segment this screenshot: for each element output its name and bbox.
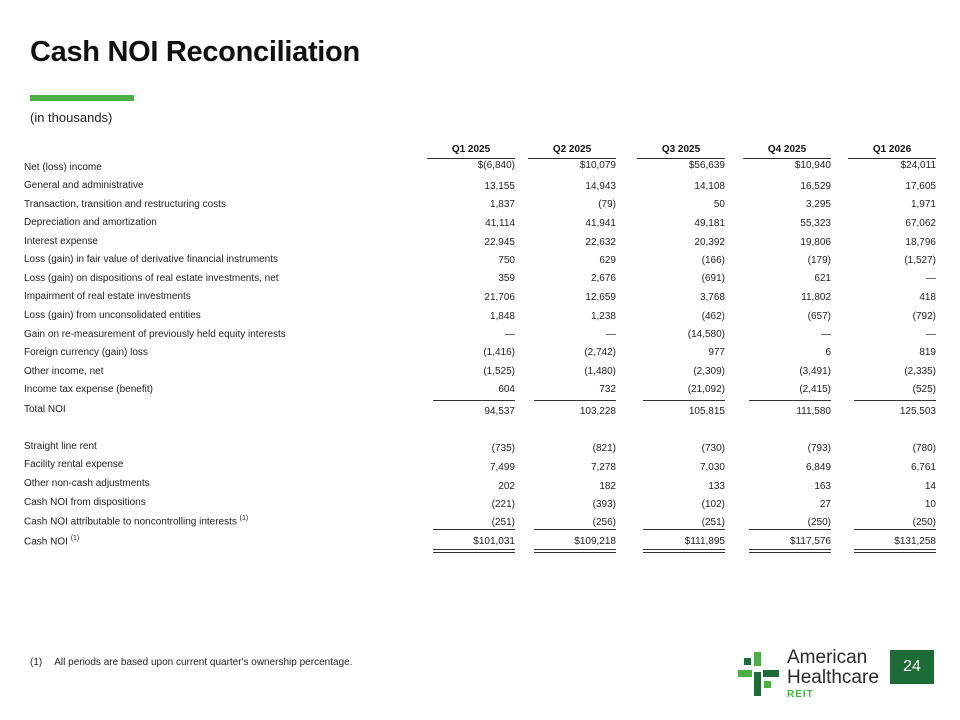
table-cell: 2,676: [590, 273, 616, 284]
row-label: [24, 366, 103, 377]
row-label: [24, 180, 144, 191]
row-label-text: Net (loss) income: [24, 162, 102, 173]
table-cell: $111,895: [684, 536, 725, 547]
table-cell: 819: [919, 347, 936, 358]
table-cell: 17,605: [905, 181, 936, 192]
table-cell: 629: [599, 255, 616, 266]
row-label-text: Gain on re-measurement of previously held equity interests: [24, 329, 286, 340]
table-cell: (102): [701, 499, 725, 510]
row-label: [24, 217, 157, 228]
row-label-text: Other non-cash adjustments: [24, 478, 150, 489]
logo-line-2: Healthcare: [787, 667, 879, 688]
table-cell: 163: [814, 481, 831, 492]
table-cell: —: [505, 329, 515, 340]
table-cell: $10,079: [579, 160, 616, 171]
table-cell: —: [926, 273, 936, 284]
table-cell: (256): [592, 517, 616, 528]
logo-line-1: American: [787, 647, 868, 668]
table-cell: (2,742): [584, 347, 616, 358]
table-cell: (525): [912, 384, 936, 395]
table-cell: 621: [814, 273, 831, 284]
row-label-text: Cash NOI: [24, 536, 68, 548]
row-label: [24, 273, 279, 284]
table-cell: 133: [708, 481, 725, 492]
title-accent-bar: [30, 95, 134, 101]
row-label: [24, 347, 148, 358]
row-label-text: Total NOI: [24, 404, 66, 415]
table-cell: 13,155: [484, 181, 515, 192]
table-cell: (462): [701, 311, 725, 322]
row-label: [24, 162, 102, 173]
row-label: [24, 478, 150, 489]
page-number: 24: [890, 650, 934, 684]
table-cell: 418: [919, 292, 936, 303]
table-cell: (1,525): [483, 366, 515, 377]
table-cell: 27: [819, 499, 831, 510]
row-label: [24, 199, 226, 210]
table-cell: 41,114: [485, 218, 515, 229]
table-cell: $24,011: [900, 160, 936, 171]
table-cell: $10,940: [794, 160, 831, 171]
table-cell: (730): [701, 443, 725, 454]
table-cell: (1,527): [904, 255, 936, 266]
table-cell: 7,499: [489, 462, 515, 473]
footnote-text: All periods are based upon current quarter's ownership percentage.: [54, 657, 353, 668]
table-cell: $131,258: [894, 536, 936, 547]
subtotal-rule: [643, 529, 725, 530]
column-header: Q1 2026: [848, 144, 936, 159]
row-label: [24, 497, 146, 508]
table-cell: 1,238: [590, 311, 616, 322]
row-label-text: Loss (gain) from unconsolidated entities: [24, 310, 201, 321]
row-label-text: Depreciation and amortization: [24, 217, 157, 228]
row-label-text: Cash NOI attributable to noncontrolling interests: [24, 516, 237, 528]
table-cell: (821): [592, 443, 616, 454]
column-header: Q4 2025: [743, 144, 831, 159]
table-cell: 1,971: [910, 199, 936, 210]
subtotal-rule: [534, 529, 616, 530]
row-label-text: Facility rental expense: [24, 459, 124, 470]
table-cell: 50: [713, 199, 725, 210]
row-label: [24, 441, 97, 452]
row-label: [24, 236, 98, 247]
table-cell: 750: [498, 255, 515, 266]
table-cell: (1,416): [483, 347, 515, 358]
column-header: Q1 2025: [427, 144, 515, 159]
subtotal-rule: [749, 400, 831, 401]
table-cell: (21,092): [687, 384, 725, 395]
row-label-text: Loss (gain) in fair value of derivative financial instruments: [24, 254, 279, 265]
table-cell: (166): [701, 255, 725, 266]
table-cell: —: [926, 329, 936, 340]
table-cell: 22,945: [484, 237, 515, 248]
column-header: Q3 2025: [637, 144, 725, 159]
table-cell: $101,031: [473, 536, 515, 547]
row-label: [24, 384, 153, 395]
table-cell: 7,030: [699, 462, 725, 473]
subtotal-rule: [534, 400, 616, 401]
table-cell: 12,659: [585, 292, 616, 303]
subtotal-rule: [433, 400, 515, 401]
table-cell: —: [821, 329, 831, 340]
table-cell: 182: [599, 481, 616, 492]
row-label-text: Loss (gain) on dispositions of real estate investments, net: [24, 273, 279, 284]
table-cell: 11,802: [801, 292, 831, 303]
table-cell: (79): [598, 199, 616, 210]
row-label-text: Income tax expense (benefit): [24, 384, 153, 395]
table-cell: (3,491): [799, 366, 831, 377]
row-label: [24, 515, 248, 527]
row-label: [24, 310, 201, 321]
table-cell: (393): [592, 499, 616, 510]
row-label-text: Other income, net: [24, 366, 104, 377]
row-label-text: Impairment of real estate investments: [24, 291, 191, 302]
footnote-mark: (1): [30, 657, 43, 668]
table-cell: 16,529: [800, 181, 831, 192]
table-cell: 41,941: [585, 218, 616, 229]
table-cell: 67,062: [905, 218, 936, 229]
footnote-reference: (1): [239, 515, 249, 522]
row-label-text: Transaction, transition and restructuring costs: [24, 199, 226, 210]
table-cell: 105,815: [688, 406, 725, 417]
table-cell: (250): [912, 517, 936, 528]
row-label: [24, 291, 191, 302]
total-double-rule: [749, 549, 831, 553]
row-label-text: General and administrative: [24, 180, 144, 191]
table-cell: 49,181: [694, 218, 725, 229]
subtotal-rule: [433, 529, 515, 530]
table-cell: 604: [498, 384, 515, 395]
table-cell: 14: [924, 481, 936, 492]
table-cell: (179): [807, 255, 831, 266]
page-title: Cash NOI Reconciliation: [30, 36, 360, 68]
table-cell: 21,706: [484, 292, 515, 303]
row-label-text: Cash NOI from dispositions: [24, 497, 146, 508]
row-label: [24, 404, 66, 415]
table-cell: 18,796: [905, 237, 936, 248]
table-cell: 1,848: [489, 311, 515, 322]
table-cell: 3,295: [805, 199, 831, 210]
table-cell: (2,309): [693, 366, 725, 377]
company-logo-text: [787, 648, 879, 688]
table-cell: (251): [491, 517, 515, 528]
table-cell: 7,278: [590, 462, 616, 473]
table-cell: —: [606, 329, 616, 340]
total-double-rule: [534, 549, 616, 553]
table-cell: $(6,840): [477, 160, 515, 171]
table-cell: 6: [825, 347, 831, 358]
table-cell: 125,503: [899, 406, 936, 417]
table-cell: (691): [701, 273, 725, 284]
table-cell: 1,837: [489, 199, 515, 210]
table-cell: 6,761: [910, 462, 936, 473]
row-label-text: Interest expense: [24, 236, 98, 247]
table-cell: 111,580: [796, 406, 831, 417]
table-cell: 10: [924, 499, 936, 510]
table-cell: 202: [498, 481, 515, 492]
table-cell: 55,323: [800, 218, 831, 229]
table-cell: (250): [807, 517, 831, 528]
table-cell: $56,639: [688, 160, 725, 171]
total-double-rule: [854, 549, 936, 553]
row-label-text: Foreign currency (gain) loss: [24, 347, 148, 358]
subtotal-rule: [749, 529, 831, 530]
row-label: [24, 254, 278, 265]
table-cell: 19,806: [800, 237, 831, 248]
table-cell: 359: [498, 273, 515, 284]
table-cell: (792): [912, 311, 936, 322]
row-label: [24, 459, 124, 470]
subtotal-rule: [854, 400, 936, 401]
table-cell: 22,632: [585, 237, 616, 248]
table-cell: (780): [912, 443, 936, 454]
table-cell: $109,218: [574, 536, 616, 547]
row-label: [24, 329, 286, 340]
table-cell: 3,768: [699, 292, 725, 303]
table-cell: 977: [708, 347, 725, 358]
column-header: Q2 2025: [528, 144, 616, 159]
table-cell: (1,480): [584, 366, 616, 377]
row-label-text: Straight line rent: [24, 441, 97, 452]
table-cell: (251): [701, 517, 725, 528]
table-cell: 14,108: [694, 181, 725, 192]
table-cell: 20,392: [694, 237, 725, 248]
logo-line-3: REIT: [787, 689, 814, 700]
units-note: (in thousands): [30, 110, 113, 125]
table-cell: $117,576: [790, 536, 831, 547]
subtotal-rule: [643, 400, 725, 401]
table-cell: (735): [491, 443, 515, 454]
table-cell: 6,849: [805, 462, 831, 473]
table-cell: (14,580): [687, 329, 725, 340]
row-label: [24, 535, 79, 547]
table-cell: 14,943: [585, 181, 616, 192]
subtotal-rule: [854, 529, 936, 530]
table-cell: (657): [807, 311, 831, 322]
total-double-rule: [643, 549, 725, 553]
table-cell: 103,228: [579, 406, 616, 417]
footnote-reference: (1): [70, 535, 80, 542]
table-cell: (2,335): [904, 366, 936, 377]
table-cell: 732: [599, 384, 616, 395]
table-cell: (221): [491, 499, 515, 510]
table-cell: 94,537: [484, 406, 515, 417]
total-double-rule: [433, 549, 515, 553]
footnote: [30, 657, 352, 668]
table-cell: (2,415): [799, 384, 831, 395]
table-cell: (793): [807, 443, 831, 454]
